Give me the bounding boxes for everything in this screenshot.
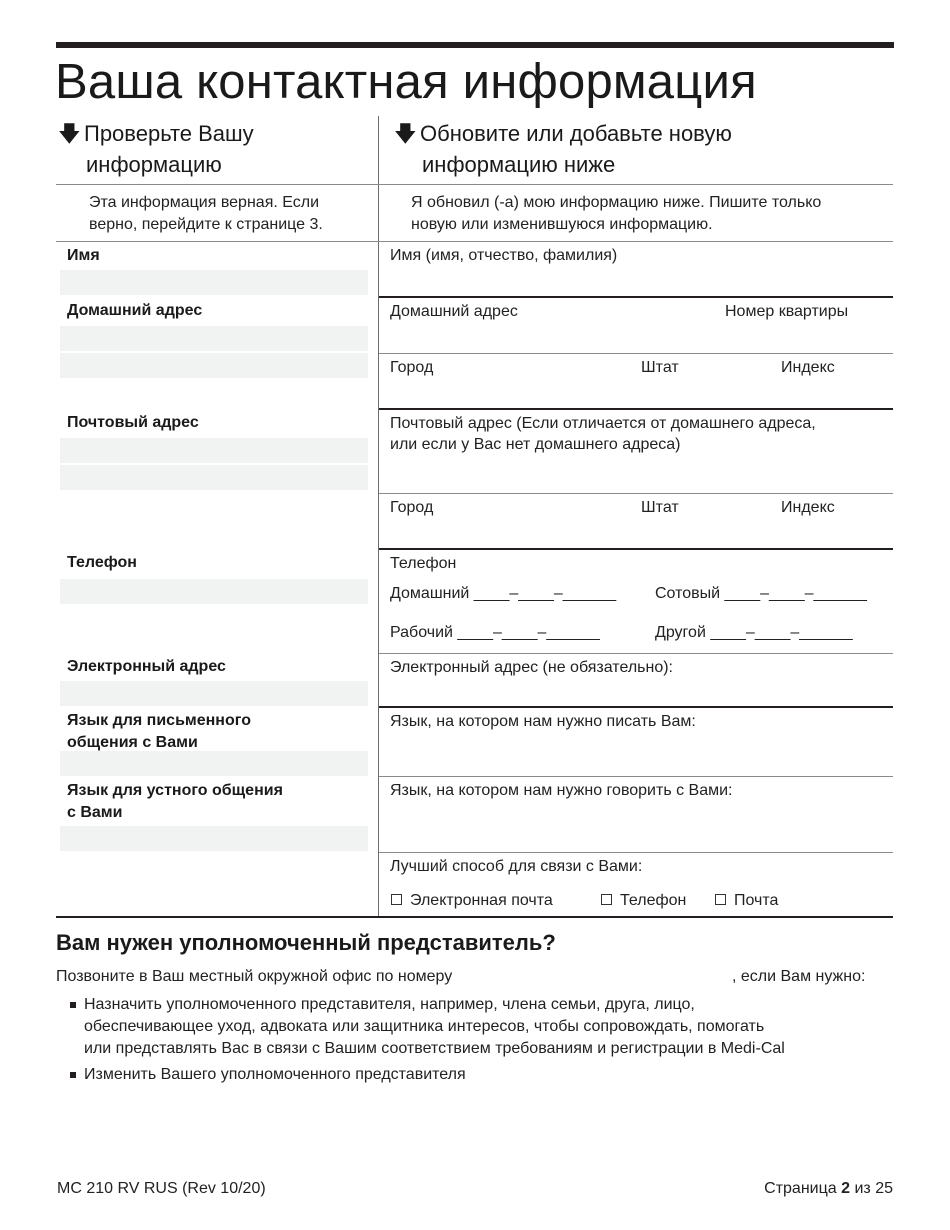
new-mailing-city-line[interactable]: [379, 548, 893, 550]
home-address-field-2[interactable]: [60, 353, 368, 378]
new-home-address-line[interactable]: [379, 353, 893, 354]
mailing-address-field-1[interactable]: [60, 438, 368, 463]
label-email: Электронный адрес: [67, 658, 226, 675]
phone-home-field[interactable]: Домашний ____–____–______: [390, 585, 617, 602]
contact-method-label: Лучший способ для связи с Вами:: [390, 858, 643, 875]
contact-option-phone[interactable]: Телефон: [601, 890, 686, 911]
new-city-line[interactable]: [379, 408, 893, 410]
new-email-line[interactable]: [379, 706, 893, 708]
column-divider: [378, 116, 379, 917]
phone-work-field[interactable]: Рабочий ____–____–______: [390, 624, 600, 641]
new-mailing-zip-label: Индекс: [781, 499, 835, 516]
header-separator: [56, 184, 893, 185]
new-name-label: Имя (имя, отчество, фамилия): [390, 247, 618, 264]
spoken-language-field[interactable]: [60, 826, 368, 851]
page-number: Страница 2 из 25: [764, 1180, 893, 1197]
page-title: Ваша контактная информация: [55, 55, 757, 109]
new-mailing-city-label: Город: [390, 499, 434, 516]
new-name-line[interactable]: [379, 296, 893, 298]
new-phone-label: Телефон: [390, 555, 457, 572]
arrow-down-icon: 🡇: [394, 121, 417, 146]
email-field[interactable]: [60, 681, 368, 706]
table-bottom-rule: [56, 916, 893, 918]
left-note: Эта информация верная. Если верно, перейдите к странице 3.: [89, 194, 323, 233]
phone-separator: [379, 653, 893, 654]
checkbox-icon[interactable]: [601, 894, 612, 905]
name-field[interactable]: [60, 270, 368, 295]
new-state-label: Штат: [641, 359, 679, 376]
notes-separator: [56, 241, 893, 242]
representative-heading: Вам нужен уполномоченный представитель?: [56, 930, 556, 955]
new-email-label: Электронный адрес (не обязательно):: [390, 659, 673, 676]
label-phone: Телефон: [67, 554, 137, 571]
right-column-header: 🡇 Обновите или добавьте новую информацию ниже: [394, 118, 732, 180]
label-name: Имя: [67, 247, 100, 264]
contact-option-mail[interactable]: Почта: [715, 890, 778, 911]
label-mailing-address: Почтовый адрес: [67, 414, 199, 431]
top-rule: [56, 42, 894, 48]
label-spoken-language: Язык для устного общения с Вами: [67, 782, 283, 821]
bullet-change: Изменить Вашего уполномоченного представителя: [70, 1064, 466, 1086]
new-spoken-language-line[interactable]: [379, 852, 893, 853]
new-zip-label: Индекс: [781, 359, 835, 376]
home-address-field-1[interactable]: [60, 326, 368, 351]
label-home-address: Домашний адрес: [67, 302, 203, 319]
new-city-label: Город: [390, 359, 434, 376]
bullet-square-icon: [70, 1002, 76, 1008]
new-written-language-line[interactable]: [379, 776, 893, 777]
bullet-appoint: Назначить уполномоченного представителя, например, члена семьи, друга, лицо, обеспечивающее уход, адвоката или защитника интересов, чтобы сопровождать, помогать или представлять Вас в связи с Вашим соответствием требованиям и регистрации в Medi-Cal: [70, 994, 785, 1060]
representative-intro: Позвоните в Ваш местный окружной офис по номеру: [56, 968, 453, 985]
right-note: Я обновил (-а) мою информацию ниже. Пишите только новую или изменившуюся информацию.: [411, 194, 822, 233]
new-mailing-state-label: Штат: [641, 499, 679, 516]
contact-option-email[interactable]: Электронная почта: [391, 890, 553, 911]
new-mailing-address-line[interactable]: [379, 493, 893, 494]
new-apartment-label: Номер квартиры: [725, 303, 849, 320]
arrow-down-icon: 🡇: [58, 121, 81, 146]
new-written-language-label: Язык, на котором нам нужно писать Вам:: [390, 713, 696, 730]
label-written-language: Язык для письменного общения с Вами: [67, 712, 251, 751]
representative-intro-end: , если Вам нужно:: [732, 968, 866, 985]
form-id: MC 210 RV RUS (Rev 10/20): [57, 1180, 266, 1197]
new-mailing-address-label: Почтовый адрес (Если отличается от домашнего адреса, или если у Вас нет домашнего адреса): [390, 415, 816, 453]
new-spoken-language-label: Язык, на котором нам нужно говорить с Вами:: [390, 782, 733, 799]
new-home-address-label: Домашний адрес: [390, 303, 518, 320]
phone-other-field[interactable]: Другой ____–____–______: [655, 624, 853, 641]
phone-field[interactable]: [60, 579, 368, 604]
checkbox-icon[interactable]: [391, 894, 402, 905]
phone-cell-field[interactable]: Сотовый ____–____–______: [655, 585, 867, 602]
written-language-field[interactable]: [60, 751, 368, 776]
left-column-header: 🡇 Проверьте Вашу информацию: [58, 118, 254, 180]
checkbox-icon[interactable]: [715, 894, 726, 905]
mailing-address-field-2[interactable]: [60, 465, 368, 490]
bullet-square-icon: [70, 1072, 76, 1078]
